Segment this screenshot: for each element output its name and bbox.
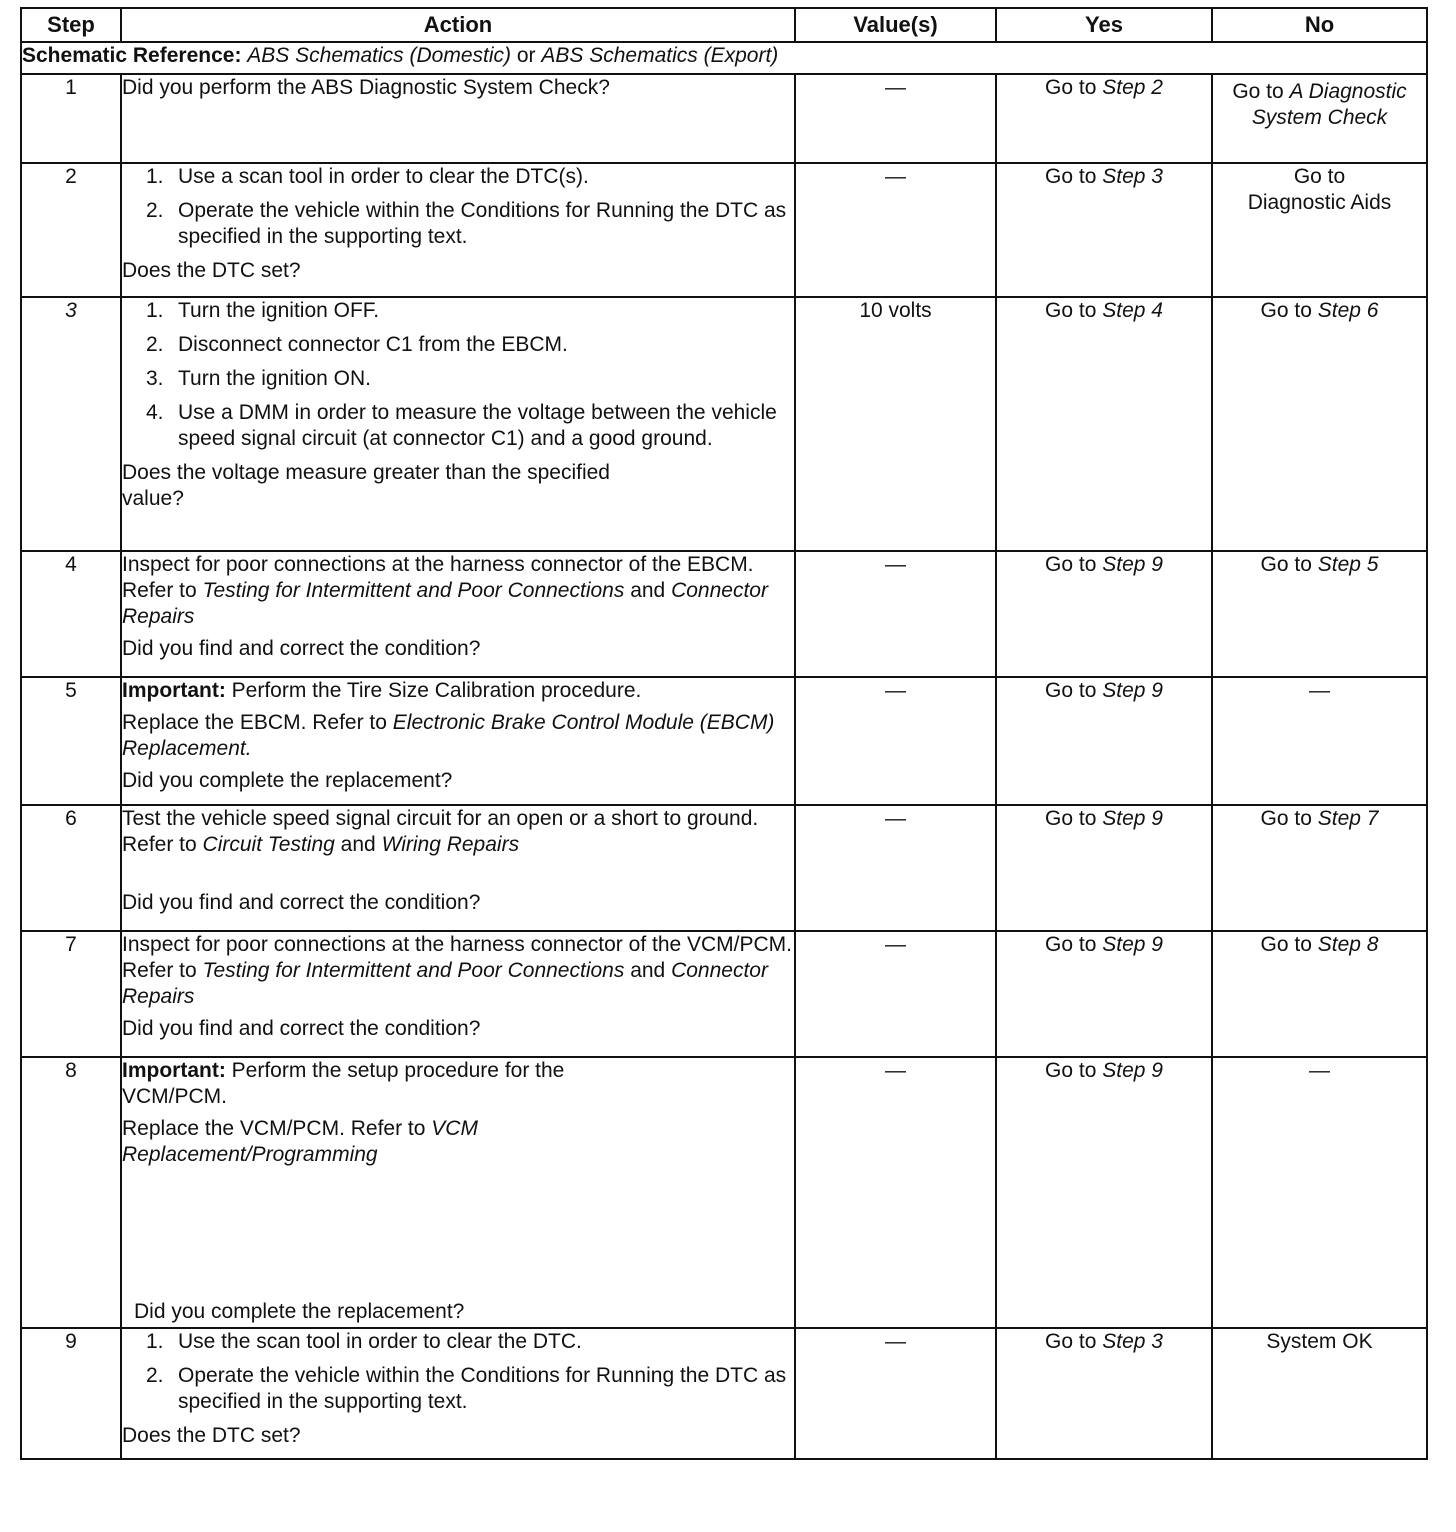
goto-label: Go to [1045, 933, 1097, 956]
value-cell: — [795, 1328, 996, 1459]
step-question: Does the voltage measure greater than the specified value? [122, 461, 610, 510]
header-yes: Yes [996, 8, 1212, 42]
item-text: Disconnect connector C1 from the EBCM. [178, 333, 568, 356]
step-question: Did you find and correct the condition? [122, 1017, 481, 1040]
important-label: Important: [122, 1059, 226, 1082]
yes-cell [996, 74, 1212, 163]
action-cell [121, 74, 795, 163]
step-number: 2 [21, 163, 121, 297]
no-cell: — [1212, 677, 1427, 805]
header-values: Value(s) [795, 8, 996, 42]
no-cell [1212, 805, 1427, 931]
schematic-label: Schematic Reference: [22, 44, 242, 67]
step-instruction [122, 932, 794, 1010]
instruction-list [122, 1329, 794, 1415]
yes-goto-link[interactable]: Step 9 [1102, 1059, 1163, 1082]
item-number: 3. [146, 367, 164, 390]
table-row-step-1 [21, 74, 1427, 163]
table-row-step-6 [21, 805, 1427, 931]
item-text: Turn the ignition OFF. [178, 299, 380, 322]
step-number: 1 [21, 74, 121, 163]
value-cell: — [795, 1057, 996, 1328]
step-question: Does the DTC set? [122, 259, 301, 282]
important-text: Perform the setup procedure for the VCM/PCM. [122, 1059, 565, 1108]
no-cell [1212, 163, 1427, 297]
goto-label: Go to [1232, 80, 1284, 103]
list-item [122, 198, 794, 250]
action-cell [121, 1057, 795, 1328]
yes-cell [996, 163, 1212, 297]
goto-label: Go to [1260, 553, 1312, 576]
list-item [122, 1329, 794, 1355]
reference-link[interactable]: Circuit Testing [202, 833, 335, 856]
goto-label: Go to [1045, 679, 1097, 702]
table-row-step-3 [21, 297, 1427, 551]
goto-label: Go to [1260, 933, 1312, 956]
yes-cell [996, 1057, 1212, 1328]
instruction-text: Inspect for poor connections at the harness connector of the VCM/PCM. Refer to [122, 933, 793, 982]
list-item [122, 164, 794, 190]
and-text: and [630, 959, 666, 982]
goto-label: Go to [1045, 165, 1097, 188]
list-item [122, 298, 794, 324]
list-item [122, 366, 794, 392]
yes-goto-link[interactable]: Step 4 [1102, 299, 1163, 322]
table-row-step-7 [21, 931, 1427, 1057]
no-goto-link[interactable]: Diagnostic Aids [1247, 191, 1392, 214]
step-number: 8 [21, 1057, 121, 1328]
item-number: 2. [146, 1364, 164, 1387]
goto-label: Go to [1045, 299, 1097, 322]
yes-cell [996, 677, 1212, 805]
important-note [122, 678, 794, 704]
item-text: Turn the ignition ON. [178, 367, 371, 390]
goto-label: Go to [1045, 807, 1097, 830]
yes-cell [996, 931, 1212, 1057]
goto-label: Go to [1045, 553, 1097, 576]
no-cell [1212, 931, 1427, 1057]
step-instruction [122, 806, 794, 858]
item-number: 1. [146, 299, 164, 322]
goto-label: Go to [1045, 1059, 1097, 1082]
and-text: and [630, 579, 666, 602]
no-goto-link[interactable]: A Diagnostic System Check [1251, 80, 1407, 129]
table-row-step-5 [21, 677, 1427, 805]
yes-goto-link[interactable]: Step 9 [1102, 553, 1163, 576]
schematic-or: or [516, 44, 536, 67]
table-row-step-8 [21, 1057, 1427, 1328]
value-cell: — [795, 551, 996, 677]
item-text: Use a scan tool in order to clear the DTC(s). [178, 165, 589, 188]
step-instruction [122, 1116, 794, 1168]
no-cell [1212, 297, 1427, 551]
instruction-text: Inspect for poor connections at the harness connector of the EBCM. Refer to [122, 553, 754, 602]
value-cell: — [795, 74, 996, 163]
yes-goto-link[interactable]: Step 3 [1102, 165, 1163, 188]
action-cell [121, 931, 795, 1057]
step-question: Did you perform the ABS Diagnostic System Check? [122, 76, 610, 99]
no-goto-link[interactable]: Step 7 [1317, 807, 1379, 830]
action-cell [121, 677, 795, 805]
list-item [122, 332, 794, 358]
value-cell: 10 volts [795, 297, 996, 551]
step-number: 3 [21, 297, 121, 551]
important-label: Important: [122, 679, 226, 702]
diagnostic-table [20, 7, 1428, 1460]
value-cell: — [795, 163, 996, 297]
header-no: No [1212, 8, 1427, 42]
schematic-reference-row [21, 42, 1427, 74]
yes-cell [996, 297, 1212, 551]
header-step: Step [21, 8, 121, 42]
reference-link[interactable]: Electronic Brake Control Module (EBCM) Replacement. [122, 711, 775, 760]
list-item [122, 1363, 794, 1415]
schematic-ref-export[interactable]: ABS Schematics (Export) [541, 44, 779, 67]
header-row [21, 8, 1427, 42]
item-text: Use the scan tool in order to clear the DTC. [178, 1330, 582, 1353]
value-cell: — [795, 677, 996, 805]
item-text: Use a DMM in order to measure the voltage between the vehicle speed signal circuit (at connector C1) and a good ground. [178, 401, 777, 450]
no-goto-link[interactable]: Step 5 [1317, 553, 1379, 576]
step-instruction [122, 710, 794, 762]
table-row-step-9 [21, 1328, 1427, 1459]
yes-cell [996, 551, 1212, 677]
step-question: Did you complete the replacement? [122, 769, 453, 792]
yes-goto-link[interactable]: Step 2 [1102, 76, 1163, 99]
value-cell: — [795, 931, 996, 1057]
reference-link[interactable]: Wiring Repairs [381, 833, 520, 856]
instruction-text: Test the vehicle speed signal circuit for an open or a short to ground. Refer to [122, 807, 759, 856]
step-number: 5 [21, 677, 121, 805]
goto-label: Go to [1260, 807, 1312, 830]
schematic-ref-domestic[interactable]: ABS Schematics (Domestic) [247, 44, 512, 67]
yes-goto-link[interactable]: Step 9 [1102, 807, 1163, 830]
step-question: Did you find and correct the condition? [122, 637, 481, 660]
action-cell [121, 163, 795, 297]
no-result: System OK [1266, 1330, 1373, 1353]
action-cell [121, 805, 795, 931]
step-number: 9 [21, 1328, 121, 1459]
item-number: 1. [146, 165, 164, 188]
step-question: Did you complete the replacement? [134, 1300, 465, 1323]
table-row-step-2 [21, 163, 1427, 297]
step-question: Did you find and correct the condition? [122, 891, 481, 914]
action-cell [121, 551, 795, 677]
action-cell [121, 1328, 795, 1459]
instruction-list [122, 298, 794, 452]
goto-label: Go to [1260, 299, 1312, 322]
yes-goto-link[interactable]: Step 3 [1102, 1330, 1163, 1353]
step-question: Does the DTC set? [122, 1424, 301, 1447]
header-action: Action [121, 8, 795, 42]
item-number: 2. [146, 199, 164, 222]
yes-cell [996, 805, 1212, 931]
step-number: 4 [21, 551, 121, 677]
goto-label: Go to [1293, 165, 1346, 188]
reference-link[interactable]: Testing for Intermittent and Poor Connections [202, 959, 625, 982]
yes-goto-link[interactable]: Step 9 [1102, 679, 1163, 702]
action-cell [121, 297, 795, 551]
step-number: 6 [21, 805, 121, 931]
instruction-text: Replace the EBCM. Refer to [122, 711, 387, 734]
value-cell: — [795, 805, 996, 931]
and-text: and [340, 833, 376, 856]
yes-cell [996, 1328, 1212, 1459]
item-text: Operate the vehicle within the Conditions for Running the DTC as specified in the supporting text. [178, 1364, 787, 1413]
step-number: 7 [21, 931, 121, 1057]
list-item [122, 400, 794, 452]
reference-link[interactable]: Testing for Intermittent and Poor Connections [202, 579, 625, 602]
table-row-step-4 [21, 551, 1427, 677]
item-number: 1. [146, 1330, 164, 1353]
important-text: Perform the Tire Size Calibration procedure. [231, 679, 642, 702]
reference-link[interactable]: VCM Replacement/Programming [122, 1117, 478, 1166]
no-cell: — [1212, 1057, 1427, 1328]
goto-label: Go to [1045, 76, 1097, 99]
goto-label: Go to [1045, 1330, 1097, 1353]
instruction-list [122, 164, 794, 250]
item-number: 4. [146, 401, 164, 424]
no-goto-link[interactable]: Step 6 [1317, 299, 1379, 322]
item-number: 2. [146, 333, 164, 356]
no-cell [1212, 74, 1427, 163]
reference-link[interactable]: Connector Repairs [122, 959, 768, 1008]
no-cell [1212, 1328, 1427, 1459]
no-cell [1212, 551, 1427, 677]
yes-goto-link[interactable]: Step 9 [1102, 933, 1163, 956]
instruction-text: Replace the VCM/PCM. Refer to [122, 1117, 426, 1140]
reference-link[interactable]: Connector Repairs [122, 579, 768, 628]
item-text: Operate the vehicle within the Conditions for Running the DTC as specified in the supporting text. [178, 199, 787, 248]
step-instruction [122, 552, 794, 630]
important-note [122, 1058, 794, 1110]
no-goto-link[interactable]: Step 8 [1317, 933, 1379, 956]
